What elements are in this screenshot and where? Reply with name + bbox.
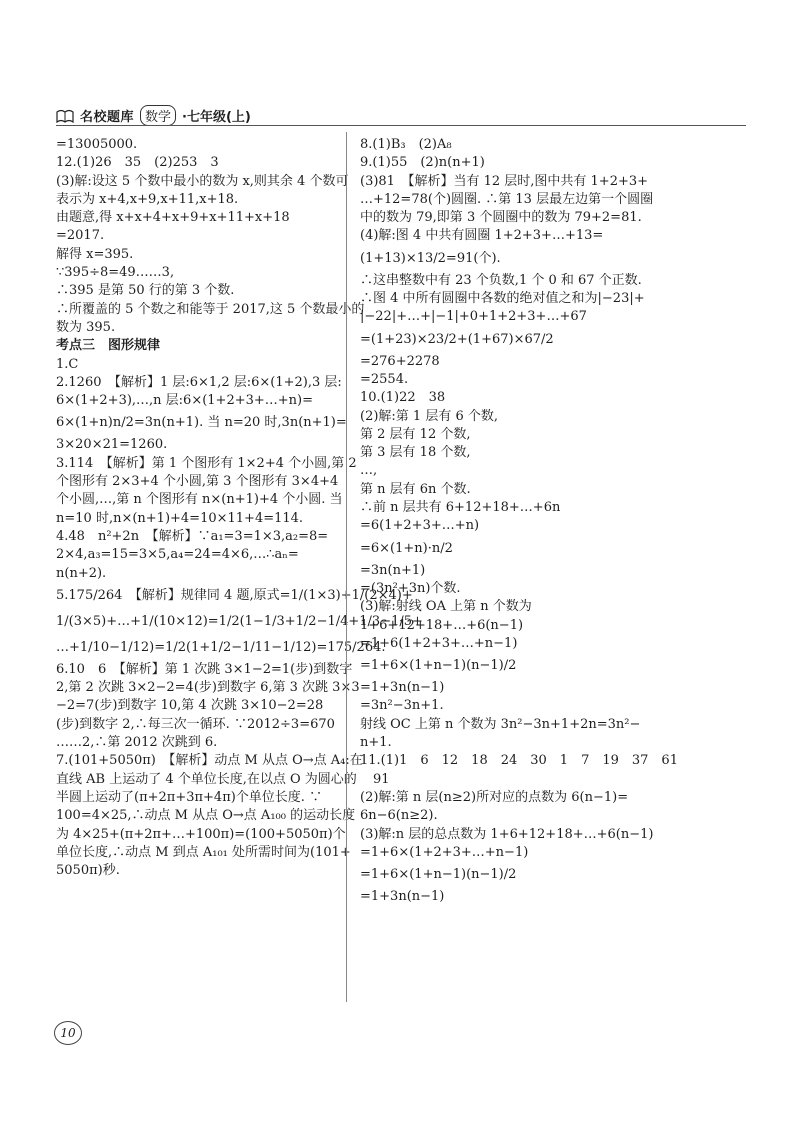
answer-line: 第 n 层有 6n 个数. [360,481,471,497]
answer-line: ∴395 是第 50 行的第 3 个数. [56,283,235,299]
answer-line: 直线 AB 上运动了 4 个单位长度,在以点 O 为圆心的 [56,771,357,787]
answer-line: 由题意,得 x+x+4+x+9+x+11+x+18 [56,210,290,226]
answer-line: (3)解:n 层的总点数为 1+6+12+18+…+6(n−1) [360,826,654,842]
answer-line: 为 4×25+(π+2π+…+100π)=(100+5050π)个 [56,826,346,842]
answer-line: =276+2278 [360,353,440,369]
answer-line: =1+6(1+2+3+…+n−1) [360,635,518,651]
right-column [360,136,746,906]
answer-line: =2017. [56,228,105,244]
answer-line: (3)解:设这 5 个数中最小的数为 x,则其余 4 个数可 [56,173,349,189]
answer-line: (1+13)×13/2=91(个). [360,250,501,266]
answer-line: ∴前 n 层共有 6+12+18+…+6n [360,500,561,516]
answer-line: =1+3n(n−1) [360,680,445,696]
answer-line: n(n+2). [56,565,107,581]
answer-line: 7.(101+5050π) 【解析】动点 M 从点 O→点 A₄:在 [56,753,363,769]
answer-line: 单位长度,∴动点 M 到点 A₁₀₁ 处所需时间为(101+ [56,844,351,860]
answer-line: 4.48 n²+2n 【解析】∵a₁=3=1×3,a₂=8= [56,528,329,544]
header-rule [56,125,746,126]
answer-line: =1+3n(n−1) [360,889,445,905]
answer-line: 2.1260 【解析】1 层:6×1,2 层:6×(1+2),3 层: [56,374,342,390]
answer-line: =1+6×(1+n−1)(n−1)/2 [360,658,517,674]
answer-line: 8.(1)B₃ (2)A₈ [360,137,452,152]
answer-line: 3×20×21=1260. [56,437,168,453]
answer-line: 10.(1)22 38 [360,390,446,406]
answer-line: =(1+23)×23/2+(1+67)×67/2 [360,331,554,347]
subject-badge: 数学 [140,105,176,126]
answer-line: n+1. [360,735,392,751]
answer-line: 中的数为 79,即第 3 个圆圈中的数为 79+2=81. [360,210,642,226]
answer-line: =1+6×(1+n−1)(n−1)/2 [360,867,517,883]
answer-line: (3)81 【解析】当有 12 层时,图中共有 1+2+3+ [360,173,649,189]
answer-line: 5050π)秒. [56,863,120,879]
answer-line: =6×(1+n)·n/2 [360,540,453,556]
answer-line: 9.(1)55 (2)n(n+1) [360,155,485,171]
answer-line: 解得 x=395. [56,246,134,262]
answer-line: 6×(1+2+3),…,n 层:6×(1+2+3+…+n)= [56,393,314,409]
answer-line: …+12=78(个)圆圈. ∴第 13 层最左边第一个圆圈 [360,191,654,207]
answer-line: 5.175/264 【解析】规律同 4 题,原式=1/(1×3)+1/(2×4)+ [56,587,413,603]
answer-line: 考点三 图形规律 [56,338,161,354]
answer-line: 数为 395. [56,319,116,335]
answer-line: (3)解:射线 OA 上第 n 个数为 [360,599,532,615]
answer-line: (2)解:第 n 层(n≥2)所对应的点数为 6(n−1)= [360,789,629,805]
answer-line: (步)到数字 2,∴每三次一循环. ∵2012÷3=670 [56,716,335,732]
answer-line: 射线 OC 上第 n 个数为 3n²−3n+1+2n=3n²− [360,716,641,732]
answer-line: 3.114 【解析】第 1 个图形有 1×2+4 个小圆,第 2 [56,455,357,471]
answer-line: =2554. [360,371,409,387]
answer-line: 100=4×25,∴动点 M 从点 O→点 A₁₀₀ 的运动长度 [56,808,356,824]
answer-line: =3n(n+1) [360,562,426,578]
answer-line: 2,第 2 次跳 3×2−2=4(步)到数字 6,第 3 次跳 3×3 [56,680,360,696]
answer-line: ∵395÷8=49……3, [56,265,175,281]
answer-line: 11.(1)1 6 12 18 24 30 1 7 19 37 61 [360,753,678,769]
answer-line: |−22|+…+|−1|+0+1+2+3+…+67 [360,309,587,325]
answer-line: n=10 时,n×(n+1)+4=10×11+4=114. [56,510,304,526]
column-divider [346,132,347,1002]
answer-line: 91 [360,771,390,787]
brand-name: 名校题库 [80,110,135,125]
answer-line: =(3n²+3n)个数. [360,580,461,596]
page-header [56,105,251,126]
answer-line: ∴这串整数中有 23 个负数,1 个 0 和 67 个正数. [360,272,642,288]
answer-line: 半圆上运动了(π+2π+3π+4π)个单位长度. ∵ [56,789,323,805]
answer-line: …, [360,463,378,479]
answer-line: …+1/10−1/12)=1/2(1+1/2−1/11−1/12)=175/264. [56,639,386,655]
answer-line: 第 3 层有 18 个数, [360,445,471,461]
answer-line: 6n−6(n≥2). [360,808,438,824]
answer-line: 6.10 6 【解析】第 1 次跳 3×1−2=1(步)到数字 [56,661,353,677]
answer-line: 1.C [56,356,79,372]
answer-line: 1+6+12+18+…+6(n−1) [360,617,524,633]
answer-line: −2=7(步)到数字 10,第 4 次跳 3×10−2=28 [56,698,324,714]
answer-line: (2)解:第 1 层有 6 个数, [360,408,498,424]
answer-line: 6×(1+n)n/2=3n(n+1). 当 n=20 时,3n(n+1)= [56,415,347,431]
answer-line: ……2,∴第 2012 次跳到 6. [56,735,218,751]
book-logo-icon [56,109,74,123]
answer-line: 表示为 x+4,x+9,x+11,x+18. [56,191,239,207]
answer-line: 12.(1)26 35 (2)253 3 [56,155,219,171]
answer-line: =1+6×(1+2+3+…+n−1) [360,844,529,860]
answer-line: =3n²−3n+1. [360,698,444,714]
answer-line: 个小圆,…,第 n 个图形有 n×(n+1)+4 个小圆. 当 [56,492,343,508]
answer-line: ∴图 4 中所有圆圈中各数的绝对值之和为|−23|+ [360,291,645,307]
answer-line: ∴所覆盖的 5 个数之和能等于 2017,这 5 个数最小的 [56,301,365,317]
page-number: 10 [54,1021,82,1045]
answer-line: 1/(3×5)+…+1/(10×12)=1/2(1−1/3+1/2−1/4+1/3−1/5+ [56,613,423,629]
answer-line: =13005000. [56,137,138,152]
answer-line: 2×4,a₃=15=3×5,a₄=24=4×6,…∴aₙ= [56,547,299,563]
answer-line: 第 2 层有 12 个数, [360,426,471,442]
answer-line: 个图形有 2×3+4 个小圆,第 3 个图形有 3×4+4 [56,474,339,490]
grade-label: ·七年级(上) [182,110,251,125]
answer-line: (4)解:图 4 中共有圆圈 1+2+3+…+13= [360,228,604,244]
answer-line: =6(1+2+3+…+n) [360,518,480,534]
